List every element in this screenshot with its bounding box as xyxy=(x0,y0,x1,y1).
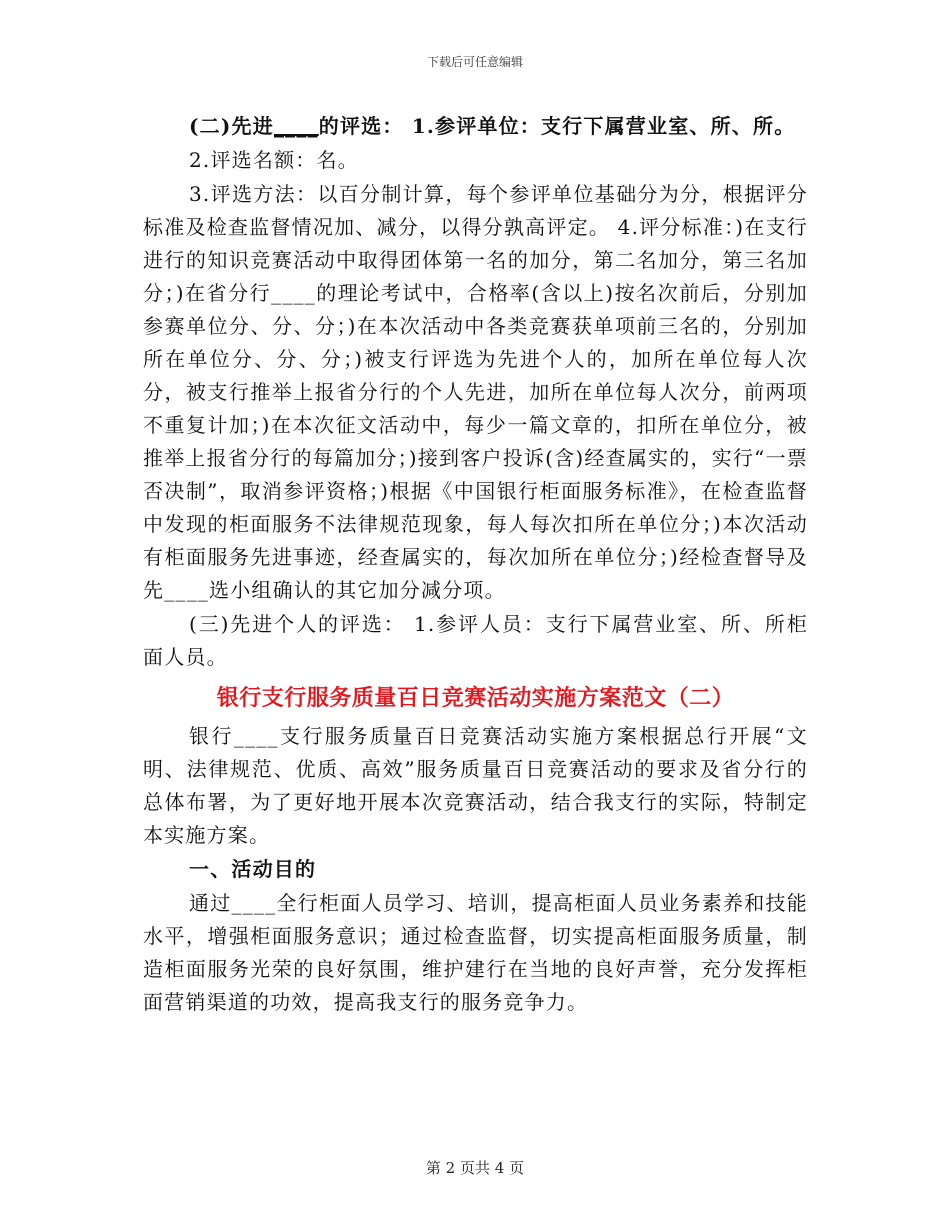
quota-paragraph: 2.评选名额：名。 xyxy=(189,148,359,172)
page-header: 下载后可任意编辑 xyxy=(426,55,523,69)
document-body xyxy=(143,110,808,1020)
section-two-post: 的评选： 1.参评单位：支行下属营业室、所、所。 xyxy=(318,114,796,138)
heading-activity-purpose: 一、活动目的 xyxy=(189,857,317,881)
blank-field: ____ xyxy=(273,114,319,138)
section-three-paragraph: (三)先进个人的评选： 1.参评人员：支行下属营业室、所、所柜面人员。 xyxy=(143,612,808,669)
page-footer: 第 2 页共 4 页 xyxy=(425,1159,525,1177)
document-title: 银行支行服务质量百日竞赛活动实施方案范文（二） xyxy=(216,685,735,711)
section-two-heading xyxy=(143,110,808,143)
purpose-paragraph: 通过____全行柜面人员学习、培训，提高柜面人员业务素养和技能水平，增强柜面服务意识；通过检查监督，切实提高柜面服务质量，制造柜面服务光荣的良好氛围，维护建行在当地的良好声誉，充分发挥柜面营销渠道的功效，提高我支行的服务竞争力。 xyxy=(143,891,808,1014)
section-two-pre: (二)先进 xyxy=(189,114,274,138)
intro-paragraph: 银行____支行服务质量百日竞赛活动实施方案根据总行开展“文明、法律规范、优质、高效”服务质量百日竞赛活动的要求及省分行的总体布署，为了更好地开展本次竞赛活动，结合我支行的实际，特制定本实施方案。 xyxy=(143,724,808,847)
method-paragraph: 3.评选方法：以百分制计算，每个参评单位基础分为分，根据评分标准及检查监督情况加、减分，以得分孰高评定。 4.评分标准：)在支行进行的知识竞赛活动中取得团体第一名的加分，第二名加分，第三名加分；)在省分行____的理论考试中，合格率(含以上)按名次前后，分别加参赛单位分、分、分；)在本次活动中各类竞赛获单项前三名的，分别加所在单位分、分、分；)被支行评选为先进个人的，加所在单位每人次分，被支行推举上报省分行的个人先进，加所在单位每人次分，前两项不重复计加；)在本次征文活动中，每少一篇文章的，扣所在单位分，被推举上报省分行的每篇加分；)接到客户投诉(含)经查属实的，实行“一票否决制”，取消参评资格；)根据《中国银行柜面服务标准》，在检查监督中发现的柜面服务不法律规范现象，每人每次扣所在单位分；)本次活动有柜面服务先进事迹，经查属实的，每次加所在单位分；)经检查督导及先____选小组确认的其它加分减分项。 xyxy=(143,182,808,602)
